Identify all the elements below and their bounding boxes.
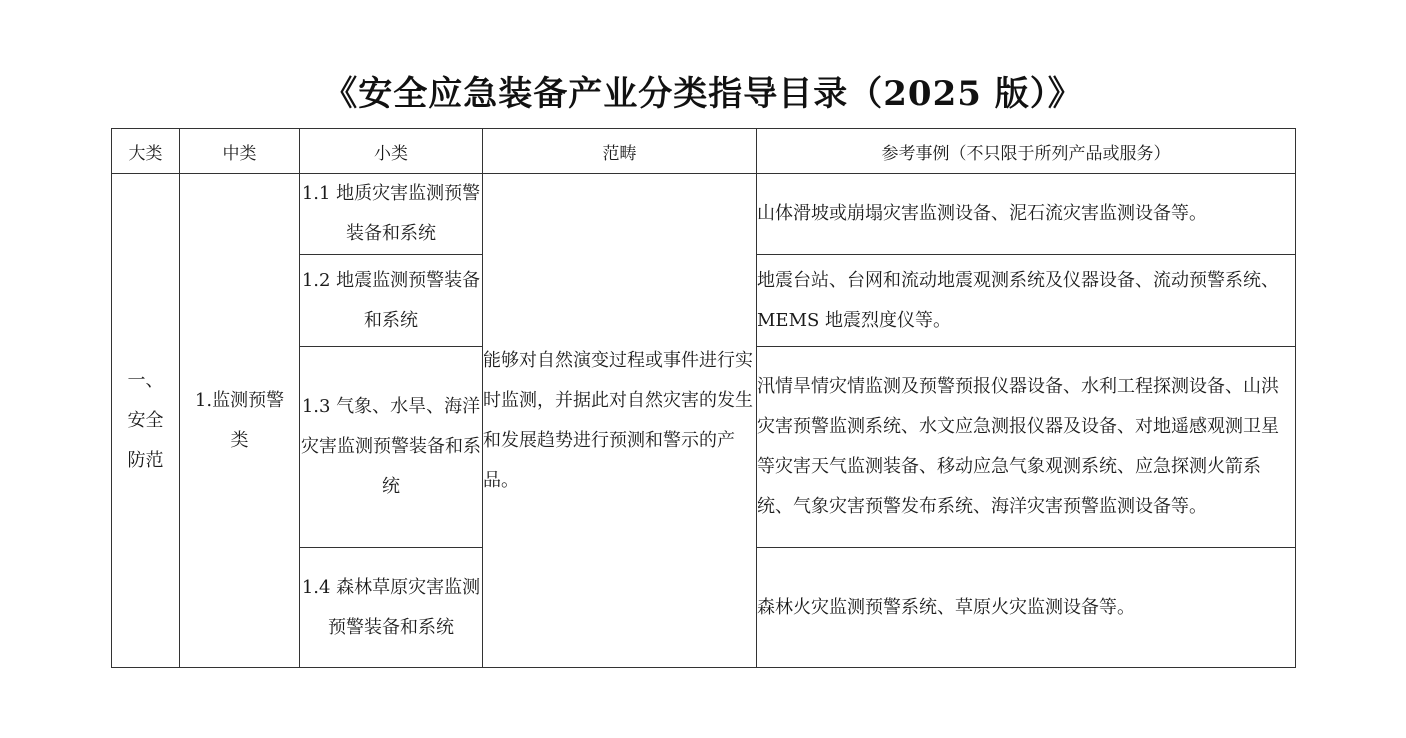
- example-cell: 地震台站、台网和流动地震观测系统及仪器设备、流动预警系统、MEMS 地震烈度仪等。: [757, 255, 1296, 347]
- catalog-table: [111, 128, 1296, 668]
- minor-category-cell: 1.3 气象、水旱、海洋灾害监测预警装备和系统: [300, 347, 483, 548]
- table-header-row: [112, 129, 1296, 174]
- header-scope: 范畴: [483, 129, 757, 174]
- major-category-cell: [112, 174, 180, 668]
- major-category-line: 安全: [127, 409, 164, 431]
- major-category-line: 一、: [127, 369, 164, 391]
- header-minor-category: 小类: [300, 129, 483, 174]
- middle-category-cell: [180, 174, 300, 668]
- document-title: 《安全应急装备产业分类指导目录（2025 版）》: [323, 74, 1083, 114]
- example-cell: 山体滑坡或崩塌灾害监测设备、泥石流灾害监测设备等。: [757, 174, 1296, 255]
- header-examples: 参考事例（不只限于所列产品或服务）: [757, 129, 1296, 174]
- minor-category-cell: 1.2 地震监测预警装备和系统: [300, 255, 483, 347]
- example-cell: 汛情旱情灾情监测及预警预报仪器设备、水利工程探测设备、山洪灾害预警监测系统、水文应急测报仪器及设备、对地遥感观测卫星等灾害天气监测装备、移动应急气象观测系统、应急探测火箭系统、气象灾害预警发布系统、海洋灾害预警监测设备等。: [757, 347, 1296, 548]
- table-row: [112, 174, 1296, 255]
- middle-category-line: 类: [230, 429, 249, 451]
- scope-cell: 能够对自然演变过程或事件进行实时监测，并据此对自然灾害的发生和发展趋势进行预测和警示的产品。: [483, 174, 757, 668]
- major-category-line: 防范: [127, 449, 164, 471]
- middle-category-line: 1.监测预警: [194, 389, 285, 411]
- minor-category-cell: 1.4 森林草原灾害监测预警装备和系统: [300, 548, 483, 668]
- example-cell: 森林火灾监测预警系统、草原火灾监测设备等。: [757, 548, 1296, 668]
- minor-category-cell: 1.1 地质灾害监测预警装备和系统: [300, 174, 483, 255]
- header-major-category: 大类: [112, 129, 180, 174]
- header-middle-category: 中类: [180, 129, 300, 174]
